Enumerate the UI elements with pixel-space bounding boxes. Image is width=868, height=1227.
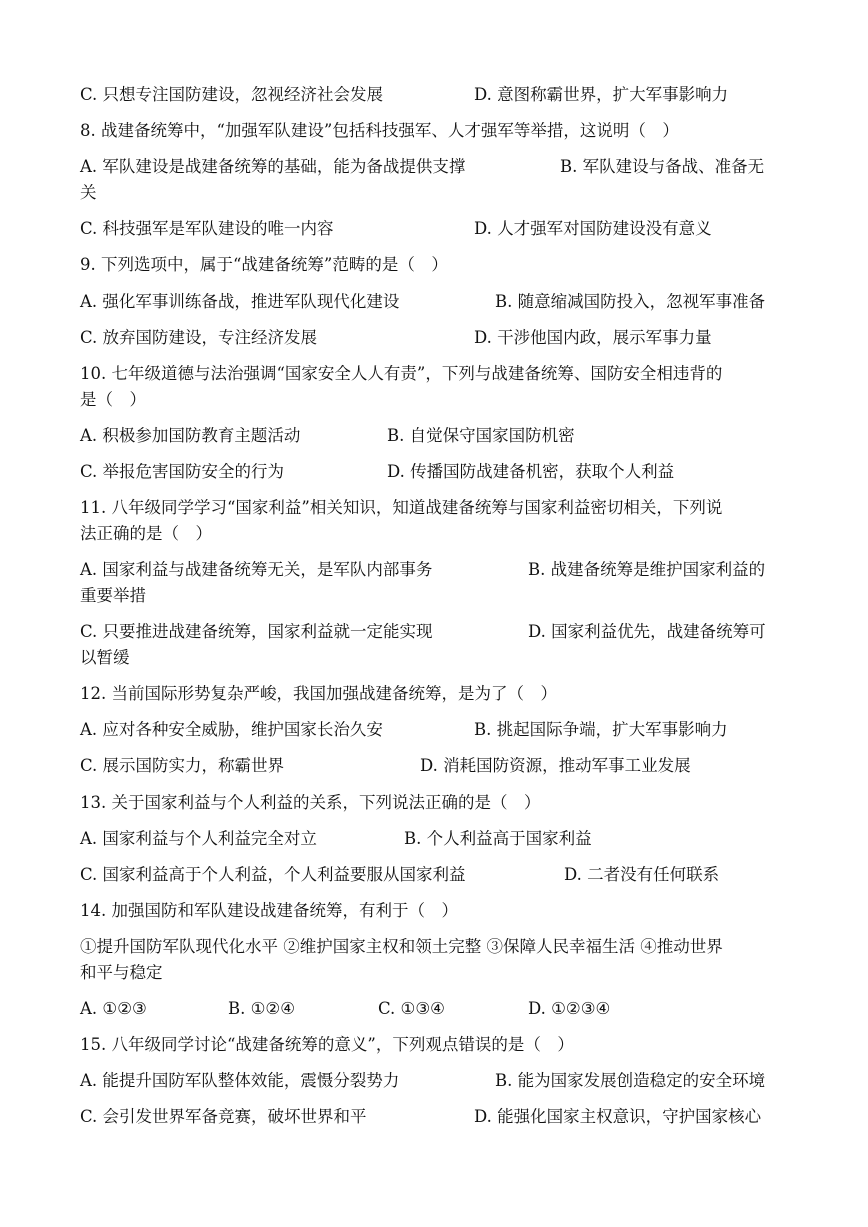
question-14-statements: ①提升国防军队现代化水平 ②维护国家主权和领土完整 ③保障人民幸福生活 ④推动世界 (80, 937, 723, 956)
option-b-q8-cont: 关 (80, 183, 97, 202)
question-8: 8. 战建备统筹中，“加强军队建设”包括科技强军、人才强军等举措，这说明（ ） (80, 121, 679, 140)
option-d-q13: D. 二者没有任何联系 (564, 865, 720, 884)
option-c-q10: C. 举报危害国防安全的行为 (80, 462, 285, 481)
option-a-q13: A. 国家利益与个人利益完全对立 (80, 829, 317, 848)
option-a-q10: A. 积极参加国防教育主题活动 (80, 426, 301, 445)
option-c-q8: C. 科技强军是军队建设的唯一内容 (80, 219, 334, 238)
option-b-q10: B. 自觉保守国家国防机密 (387, 426, 575, 445)
question-10: 10. 七年级道德与法治强调“国家安全人人有责”，下列与战建备统筹、国防安全相违背的 (80, 364, 723, 383)
option-b-q11: B. 战建备统筹是维护国家利益的 (528, 560, 766, 579)
option-a-q9: A. 强化军事训练备战，推进军队现代化建设 (80, 292, 400, 311)
question-11: 11. 八年级同学学习“国家利益”相关知识，知道战建备统筹与国家利益密切相关，下列说 (80, 498, 723, 517)
question-15: 15. 八年级同学讨论“战建备统筹的意义”，下列观点错误的是（ ） (80, 1035, 574, 1054)
question-11-cont: 法正确的是（ ） (80, 524, 212, 543)
question-12: 12. 当前国际形势复杂严峻，我国加强战建备统筹，是为了（ ） (80, 684, 557, 703)
option-a-q11: A. 国家利益与战建备统筹无关，是军队内部事务 (80, 560, 433, 579)
option-c-q7: C. 只想专注国防建设，忽视经济社会发展 (80, 85, 384, 104)
option-a-q8: A. 军队建设是战建备统筹的基础，能为备战提供支撑 (80, 157, 466, 176)
option-d-q14: D. ①②③④ (528, 999, 611, 1018)
option-a-q12: A. 应对各种安全威胁，维护国家长治久安 (80, 720, 383, 739)
option-d-q11: D. 国家利益优先，战建备统筹可 (528, 622, 766, 641)
option-d-q10: D. 传播国防战建备机密，获取个人利益 (387, 462, 675, 481)
option-b-q12: B. 挑起国际争端，扩大军事影响力 (474, 720, 728, 739)
option-c-q14: C. ①③④ (378, 999, 445, 1018)
option-b-q14: B. ①②④ (228, 999, 295, 1018)
option-d-q8: D. 人才强军对国防建设没有意义 (474, 219, 712, 238)
option-b-q9: B. 随意缩减国防投入，忽视军事准备 (495, 292, 766, 311)
option-c-q11: C. 只要推进战建备统筹，国家利益就一定能实现 (80, 622, 433, 641)
option-b-q13: B. 个人利益高于国家利益 (404, 829, 592, 848)
question-13: 13. 关于国家利益与个人利益的关系，下列说法正确的是（ ） (80, 793, 541, 812)
option-c-q13: C. 国家利益高于个人利益，个人利益要服从国家利益 (80, 865, 466, 884)
option-c-q9: C. 放弃国防建设，专注经济发展 (80, 328, 318, 347)
option-b-q11-cont: 重要举措 (80, 586, 146, 605)
question-9: 9. 下列选项中，属于“战建备统筹”范畴的是（ ） (80, 255, 448, 274)
option-d-q7: D. 意图称霸世界，扩大军事影响力 (474, 85, 729, 104)
option-d-q11-cont: 以暂缓 (80, 648, 130, 667)
option-d-q9: D. 干涉他国内政，展示军事力量 (474, 328, 712, 347)
option-a-q15: A. 能提升国防军队整体效能，震慑分裂势力 (80, 1071, 400, 1090)
option-b-q8: B. 军队建设与备战、准备无 (560, 157, 765, 176)
option-d-q15: D. 能强化国家主权意识，守护国家核心 (474, 1107, 762, 1126)
option-d-q12: D. 消耗国防资源，推动军事工业发展 (420, 756, 691, 775)
option-c-q12: C. 展示国防实力，称霸世界 (80, 756, 285, 775)
question-10-cont: 是（ ） (80, 390, 146, 409)
question-14-statements-cont: 和平与稳定 (80, 963, 163, 982)
option-c-q15: C. 会引发世界军备竞赛，破坏世界和平 (80, 1107, 367, 1126)
question-14: 14. 加强国防和军队建设战建备统筹，有利于（ ） (80, 901, 458, 920)
option-a-q14: A. ①②③ (80, 999, 147, 1018)
option-b-q15: B. 能为国家发展创造稳定的安全环境 (495, 1071, 766, 1090)
